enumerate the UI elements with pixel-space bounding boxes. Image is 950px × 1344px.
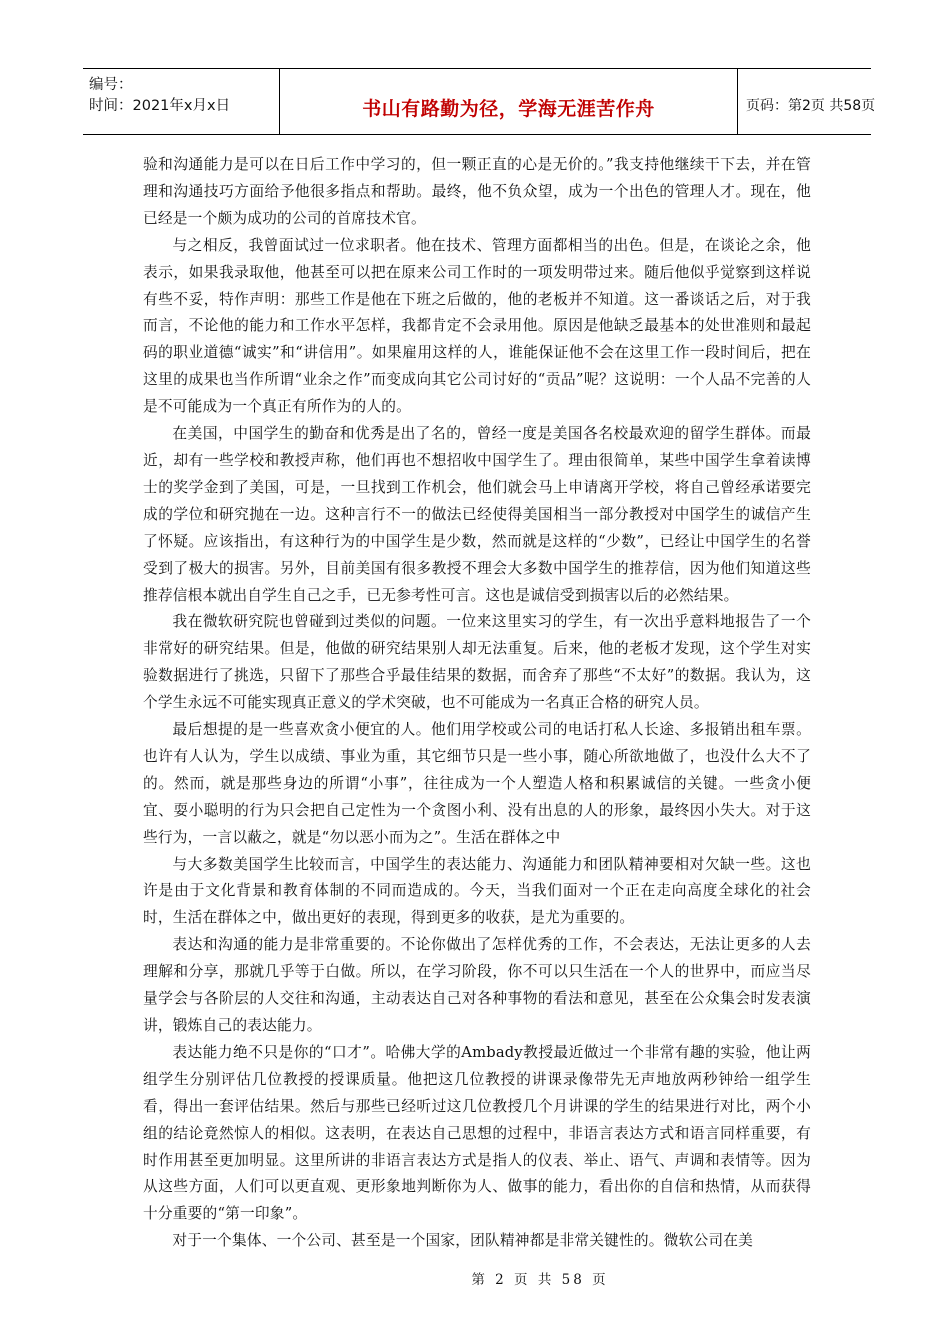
body-paragraph: 在美国，中国学生的勤奋和优秀是出了名的，曾经一度是美国各名校最欢迎的留学生群体。而最近，却有一些学校和教授声称，他们再也不想招收中国学生了。理由很简单，某些中国学生拿着读博士的奖学金到了美国，可是，一旦找到工作机会，他们就会马上申请离开学校，将自己曾经承诺要完成的学位和研究抛在一边。这种言行不一的做法已经使得美国相当一部分教授对中国学生的诚信产生了怀疑。应该指出，有这种行为的中国学生是少数，然而就是这样的“少数”，已经让中国学生的名誉受到了极大的损害。另外，目前美国有很多教授不理会大多数中国学生的推荐信，因为他们知道这些推荐信根本就出自学生自己之手，已无参考性可言。这也是诚信受到损害以后的必然结果。 (143, 425, 811, 604)
page-footer-number: 第 2 页 共 58 页 (471, 1272, 609, 1288)
body-paragraph: 最后想提的是一些喜欢贪小便宜的人。他们用学校或公司的电话打私人长途、多报销出租车票。也许有人认为，学生以成绩、事业为重，其它细节只是一些小事，随心所欲地做了，也没什么大不了的。然而，就是那些身边的所谓“小事”，往往成为一个人塑造人格和积累诚信的关键。一些贪小便宜、耍小聪明的行为只会把自己定性为一个贪图小利、没有出息的人的形象，最终因小失大。对于这些行为，一言以蔽之，就是“勿以恶小而为之”。生活在群体之中 (143, 721, 811, 846)
header-motto-cell (279, 69, 738, 134)
document-number-label: 编号： (89, 77, 133, 93)
body-paragraph: 表达能力绝不只是你的“口才”。哈佛大学的Ambady教授最近做过一个非常有趣的实验，他让两组学生分别评估几位教授的授课质量。他把这几位教授的讲课录像带先无声地放两秒钟给一组学生看，得出一套评估结果。然后与那些已经听过这几位教授几个月讲课的学生的结果进行对比，两个小组的结论竟然惊人的相似。这表明，在表达自己思想的过程中，非语言表达方式和语言同样重要，有时作用甚至更加明显。这里所讲的非语言表达方式是指人的仪表、举止、语气、声调和表情等。因为从这些方面，人们可以更直观、更形象地判断你为人、做事的能力，看出你的自信和热情，从而获得十分重要的“第一印象”。 (143, 1043, 811, 1223)
document-date-label: 时间：2021年x月x日 (89, 98, 231, 114)
header-motto: 书山有路勤为径，学海无涯苦作舟 (362, 98, 655, 120)
page-header (83, 68, 876, 135)
body-paragraph: 与之相反，我曾面试过一位求职者。他在技术、管理方面都相当的出色。但是，在谈论之余，他表示，如果我录取他，他甚至可以把在原来公司工作时的一项发明带过来。随后他似乎觉察到这样说有些不妥，特作声明：那些工作是他在下班之后做的，他的老板并不知道。这一番谈话之后，对于我而言，不论他的能力和工作水平怎样，我都肯定不会录用他。原因是他缺乏最基本的处世准则和最起码的职业道德“诚实”和“讲信用”。如果雇用这样的人，谁能保证他不会在这里工作一段时间后，把在这里的成果也当作所谓“业余之作”而变成向其它公司讨好的“贡品”呢？这说明：一个人品不完善的人是不可能成为一个真正有所作为的人的。 (143, 236, 811, 416)
body-paragraph: 我在微软研究院也曾碰到过类似的问题。一位来这里实习的学生，有一次出乎意料地报告了一个非常好的研究结果。但是，他做的研究结果别人却无法重复。后来，他的老板才发现，这个学生对实验数据进行了挑选，只留下了那些合乎最佳结果的数据，而舍弃了那些“不太好”的数据。我认为，这个学生永远不可能实现真正意义的学术突破，也不可能成为一名真正合格的研究人员。 (143, 613, 811, 712)
body-paragraph: 验和沟通能力是可以在日后工作中学习的，但一颗正直的心是无价的。”我支持他继续干下去，并在管理和沟通技巧方面给予他很多指点和帮助。最终，他不负众望，成为一个出色的管理人才。现在，他已经是一个颇为成功的公司的首席技术官。 (143, 156, 811, 227)
header-page-number: 页码：第2页 共58页 (746, 98, 876, 114)
header-info-cell (83, 69, 279, 134)
header-page-cell (738, 69, 876, 134)
body-paragraph: 对于一个集体、一个公司、甚至是一个国家，团队精神都是非常关键性的。微软公司在美 (172, 1232, 754, 1250)
body-paragraph: 表达和沟通的能力是非常重要的。不论你做出了怎样优秀的工作，不会表达，无法让更多的人去理解和分享，那就几乎等于白做。所以，在学习阶段，你不可以只生活在一个人的世界中，而应当尽量学会与各阶层的人交往和沟通，主动表达自己对各种事物的看法和意见，甚至在公众集会时发表演讲，锻炼自己的表达能力。 (143, 936, 811, 1034)
document-body (143, 152, 811, 1255)
body-paragraph: 与大多数美国学生比较而言，中国学生的表达能力、沟通能力和团队精神要相对欠缺一些。这也许是由于文化背景和教育体制的不同而造成的。今天，当我们面对一个正在走向高度全球化的社会时，生活在群体之中，做出更好的表现，得到更多的收获，是尤为重要的。 (143, 855, 811, 927)
